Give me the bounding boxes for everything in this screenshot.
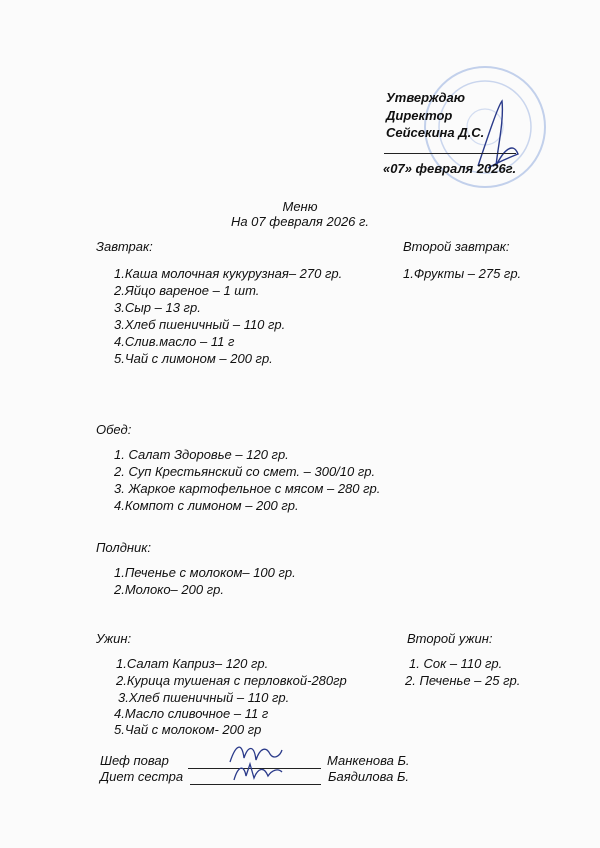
dinner-item: 3.Хлеб пшеничный – 110 гр. — [118, 690, 290, 705]
dinner-item: 1.Салат Каприз– 120 гр. — [116, 656, 269, 671]
second-dinner-heading: Второй ужин: — [407, 631, 493, 646]
breakfast-item: 4.Слив.масло – 11 г — [114, 334, 235, 349]
lunch-item: 2. Суп Крестьянский со смет. – 300/10 гр. — [114, 464, 376, 479]
dinner-item: 5.Чай с молоком- 200 гр — [114, 722, 262, 737]
chef-name: Манкенова Б. — [327, 753, 410, 768]
second-breakfast-heading: Второй завтрак: — [403, 239, 510, 254]
approval-signature-line — [384, 153, 516, 154]
breakfast-item: 3.Хлеб пшеничный – 110 гр. — [114, 317, 286, 332]
breakfast-item: 2.Яйцо вареное – 1 шт. — [114, 283, 260, 298]
snack-item: 1.Печенье с молоком– 100 гр. — [114, 565, 296, 580]
approval-date: «07» февраля 2026г. — [383, 161, 517, 176]
diet-role: Диет сестра — [100, 769, 184, 784]
second-dinner-item: 2. Печенье – 25 гр. — [405, 673, 521, 688]
lunch-item: 4.Компот с лимоном – 200 гр. — [114, 498, 299, 513]
breakfast-heading: Завтрак: — [96, 239, 153, 254]
dinner-item: 2.Курица тушеная с перловкой-280гр — [116, 673, 347, 688]
approval-line1: Утверждаю — [386, 90, 465, 105]
lunch-heading: Обед: — [96, 422, 132, 437]
snack-item: 2.Молоко– 200 гр. — [114, 582, 224, 597]
dinner-item: 4.Масло сливочное – 11 г — [114, 706, 269, 721]
breakfast-item: 5.Чай с лимоном – 200 гр. — [114, 351, 273, 366]
second-breakfast-item: 1.Фрукты – 275 гр. — [403, 266, 522, 281]
lunch-item: 1. Салат Здоровье – 120 гр. — [114, 447, 289, 462]
lunch-item: 3. Жаркое картофельное с мясом – 280 гр. — [114, 481, 381, 496]
breakfast-item: 3.Сыр – 13 гр. — [114, 300, 201, 315]
menu-title: Меню — [282, 199, 318, 214]
snack-heading: Полдник: — [96, 540, 152, 555]
diet-name: Баядилова Б. — [328, 769, 410, 784]
approval-line3: Сейсекина Д.С. — [386, 125, 485, 140]
chef-role: Шеф повар — [100, 753, 169, 768]
menu-date: На 07 февраля 2026 г. — [230, 214, 370, 229]
second-dinner-item: 1. Сок – 110 гр. — [409, 656, 503, 671]
diet-signature-icon — [230, 758, 286, 786]
approval-line2: Директор — [386, 108, 453, 123]
dinner-heading: Ужин: — [96, 631, 132, 646]
breakfast-item: 1.Каша молочная кукурузная– 270 гр. — [114, 266, 343, 281]
